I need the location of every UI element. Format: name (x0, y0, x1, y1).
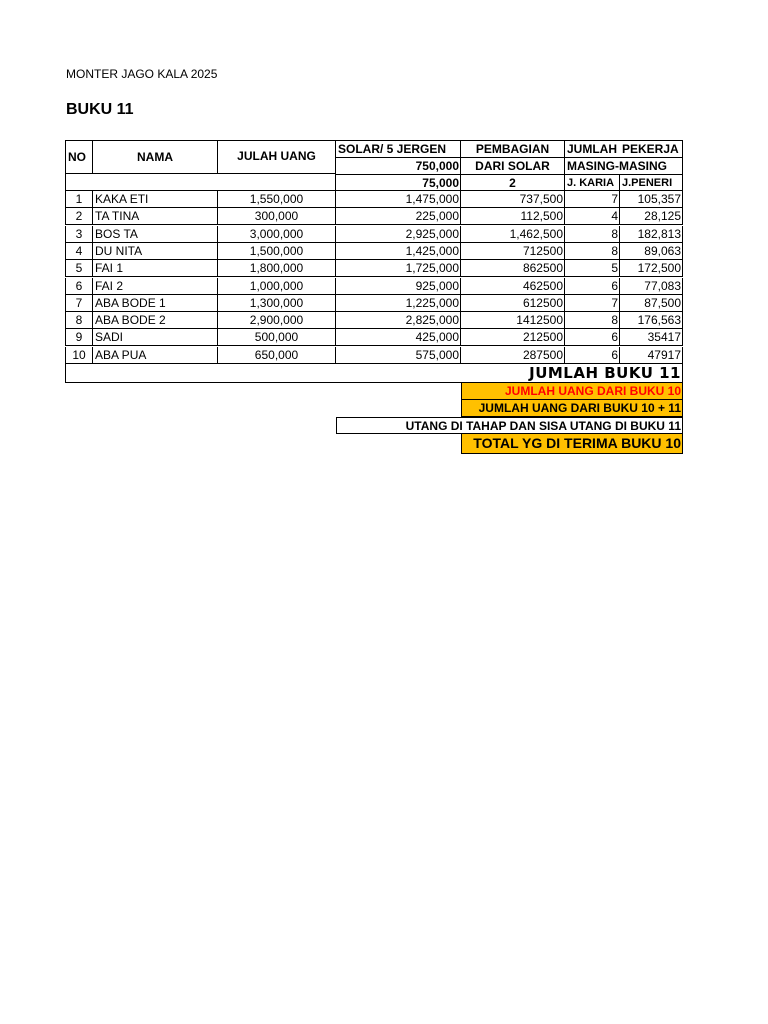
cell-solar: 1,225,000 (336, 295, 461, 312)
cell-uang: 300,000 (218, 208, 336, 225)
cell-nama: DU NITA (93, 243, 218, 260)
cell-nama: SADI (93, 329, 218, 346)
cell-peneri: 182,813 (620, 226, 683, 243)
cell-uang: 650,000 (218, 347, 336, 364)
cell-peneri: 77,083 (620, 278, 683, 295)
cell-pembagian: 212500 (461, 329, 565, 346)
header-pembagian: PEMBAGIAN (461, 140, 565, 157)
cell-karia: 8 (565, 243, 620, 260)
cell-uang: 2,900,000 (218, 312, 336, 329)
cell-karia: 6 (565, 329, 620, 346)
jumlah-uang-buku-10-11: JUMLAH UANG DARI BUKU 10 + 11 (461, 400, 683, 417)
header-nama: NAMA (93, 140, 218, 174)
cell-no: 2 (65, 208, 93, 225)
cell-nama: FAI 2 (93, 278, 218, 295)
header-j-peneri: J.PENERI (620, 174, 683, 191)
cell-peneri: 172,500 (620, 260, 683, 277)
cell-karia: 6 (565, 278, 620, 295)
cell-pembagian: 462500 (461, 278, 565, 295)
header-j-karia: J. KARIA (565, 174, 620, 191)
cell-no: 4 (65, 243, 93, 260)
cell-no: 7 (65, 295, 93, 312)
cell-uang: 500,000 (218, 329, 336, 346)
header-blank (65, 174, 336, 191)
cell-pembagian: 737,500 (461, 191, 565, 208)
header-solar-value-2: 75,000 (336, 174, 461, 191)
header-solar-value-1: 750,000 (336, 157, 461, 174)
cell-nama: KAKA ETI (93, 191, 218, 208)
cell-uang: 1,500,000 (218, 243, 336, 260)
cell-karia: 7 (565, 191, 620, 208)
cell-solar: 2,925,000 (336, 226, 461, 243)
header-pekerja: PEKERJA (620, 140, 683, 157)
cell-no: 1 (65, 191, 93, 208)
cell-solar: 225,000 (336, 208, 461, 225)
cell-solar: 2,825,000 (336, 312, 461, 329)
cell-peneri: 28,125 (620, 208, 683, 225)
cell-peneri: 89,063 (620, 243, 683, 260)
cell-no: 8 (65, 312, 93, 329)
cell-karia: 6 (565, 347, 620, 364)
cell-nama: TA TINA (93, 208, 218, 225)
header-jumlah: JUMLAH (565, 140, 620, 157)
header-pembagian-2: 2 (461, 174, 565, 191)
cell-solar: 425,000 (336, 329, 461, 346)
cell-no: 3 (65, 226, 93, 243)
cell-uang: 1,000,000 (218, 278, 336, 295)
cell-pembagian: 612500 (461, 295, 565, 312)
cell-peneri: 176,563 (620, 312, 683, 329)
jumlah-uang-buku-10: JUMLAH UANG DARI BUKU 10 (461, 383, 683, 400)
cell-karia: 8 (565, 312, 620, 329)
header-masing-masing: MASING-MASING (565, 157, 683, 174)
cell-peneri: 47917 (620, 347, 683, 364)
cell-solar: 1,725,000 (336, 260, 461, 277)
cell-karia: 5 (565, 260, 620, 277)
cell-pembagian: 1412500 (461, 312, 565, 329)
cell-uang: 3,000,000 (218, 226, 336, 243)
cell-solar: 1,425,000 (336, 243, 461, 260)
cell-pembagian: 287500 (461, 347, 565, 364)
cell-no: 6 (65, 278, 93, 295)
cell-solar: 575,000 (336, 347, 461, 364)
cell-no: 5 (65, 260, 93, 277)
cell-uang: 1,550,000 (218, 191, 336, 208)
header-julah-uang: JULAH UANG (218, 140, 336, 174)
cell-nama: ABA BODE 2 (93, 312, 218, 329)
total-diterima: TOTAL YG DI TERIMA BUKU 10 (461, 434, 683, 454)
header-solar-label: SOLAR/ 5 JERGEN (336, 140, 461, 157)
header-no: NO (65, 140, 93, 174)
utang-tahap: UTANG DI TAHAP DAN SISA UTANG DI BUKU 11 (336, 417, 683, 434)
cell-uang: 1,300,000 (218, 295, 336, 312)
cell-nama: BOS TA (93, 226, 218, 243)
cell-karia: 7 (565, 295, 620, 312)
cell-no: 10 (65, 347, 93, 364)
document-subtitle: MONTER JAGO KALA 2025 (66, 67, 218, 81)
cell-peneri: 35417 (620, 329, 683, 346)
cell-peneri: 87,500 (620, 295, 683, 312)
cell-nama: FAI 1 (93, 260, 218, 277)
document-title: BUKU 11 (66, 101, 134, 118)
cell-solar: 925,000 (336, 278, 461, 295)
cell-peneri: 105,357 (620, 191, 683, 208)
cell-pembagian: 1,462,500 (461, 226, 565, 243)
cell-nama: ABA PUA (93, 347, 218, 364)
cell-nama: ABA BODE 1 (93, 295, 218, 312)
cell-pembagian: 112,500 (461, 208, 565, 225)
cell-pembagian: 862500 (461, 260, 565, 277)
cell-uang: 1,800,000 (218, 260, 336, 277)
cell-pembagian: 712500 (461, 243, 565, 260)
cell-karia: 4 (565, 208, 620, 225)
header-dari-solar: DARI SOLAR (461, 157, 565, 174)
jumlah-buku-total: JUMLAH BUKU 11 (65, 364, 683, 383)
cell-karia: 8 (565, 226, 620, 243)
cell-solar: 1,475,000 (336, 191, 461, 208)
cell-no: 9 (65, 329, 93, 346)
